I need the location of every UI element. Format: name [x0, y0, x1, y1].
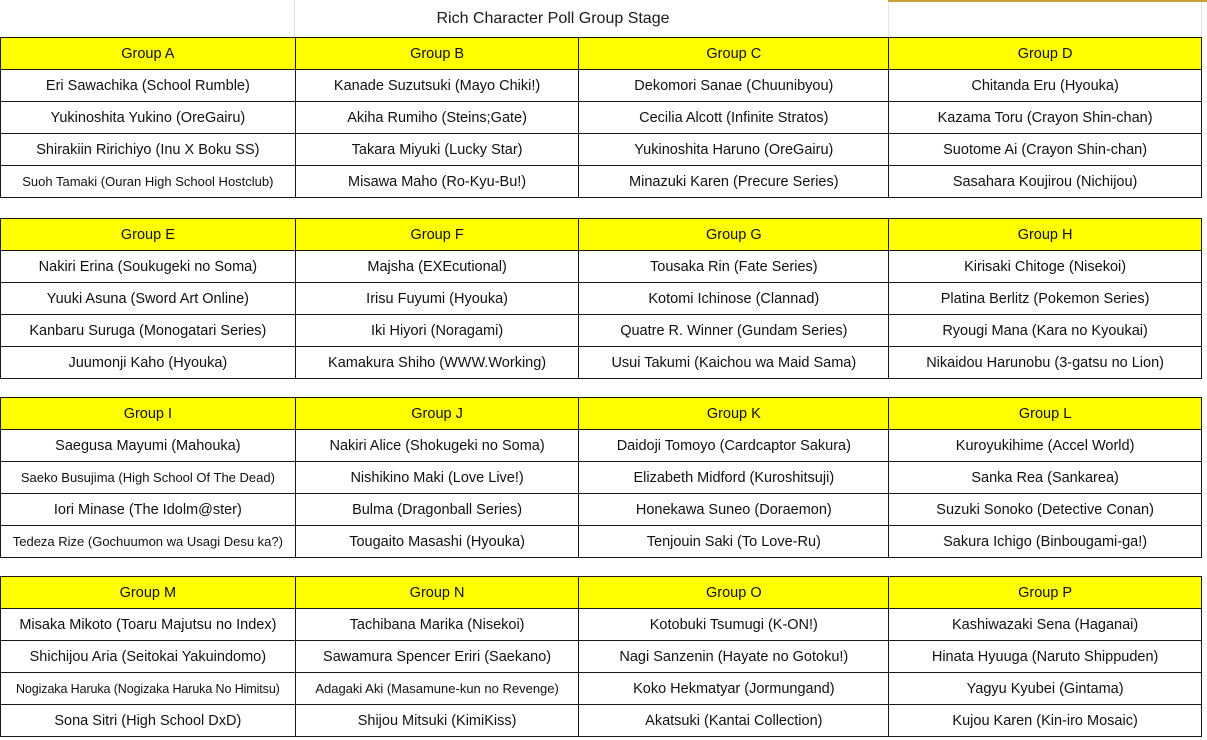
table-cell[interactable]: Yukinoshita Yukino (OreGairu) — [1, 102, 296, 134]
group-a-header[interactable]: Group A — [1, 38, 296, 70]
table-cell[interactable]: Akatsuki (Kantai Collection) — [579, 705, 889, 737]
table-cell[interactable]: Saeko Busujima (High School Of The Dead) — [1, 462, 296, 494]
group-m-header[interactable]: Group M — [1, 577, 296, 609]
table-cell[interactable]: Tougaito Masashi (Hyouka) — [295, 526, 579, 558]
table-cell[interactable]: Misawa Maho (Ro-Kyu-Bu!) — [295, 166, 579, 198]
table-row — [1, 70, 1202, 102]
table-cell[interactable]: Eri Sawachika (School Rumble) — [1, 70, 296, 102]
group-g-header[interactable]: Group G — [579, 219, 889, 251]
table-cell[interactable]: Kotomi Ichinose (Clannad) — [579, 283, 889, 315]
table-cell[interactable]: Nagi Sanzenin (Hayate no Gotoku!) — [579, 641, 889, 673]
table-cell[interactable]: Shichijou Aria (Seitokai Yakuindomo) — [1, 641, 296, 673]
table-cell[interactable]: Iori Minase (The Idolm@ster) — [1, 494, 296, 526]
table-cell[interactable]: Elizabeth Midford (Kuroshitsuji) — [579, 462, 889, 494]
table-cell[interactable]: Nishikino Maki (Love Live!) — [295, 462, 579, 494]
page-title[interactable]: Rich Character Poll Group Stage — [436, 10, 670, 27]
group-h-header[interactable]: Group H — [889, 219, 1202, 251]
table-cell[interactable]: Dekomori Sanae (Chuunibyou) — [579, 70, 889, 102]
table-cell[interactable]: Honekawa Suneo (Doraemon) — [579, 494, 889, 526]
table-cell[interactable]: Iki Hiyori (Noragami) — [295, 315, 579, 347]
table-cell[interactable]: Kuroyukihime (Accel World) — [889, 430, 1202, 462]
table-cell[interactable]: Kirisaki Chitoge (Nisekoi) — [889, 251, 1202, 283]
table-row — [1, 673, 1202, 705]
table-cell[interactable]: Daidoji Tomoyo (Cardcaptor Sakura) — [579, 430, 889, 462]
table-row — [1, 641, 1202, 673]
table-cell[interactable]: Juumonji Kaho (Hyouka) — [1, 347, 296, 379]
group-block-3 — [0, 397, 1202, 558]
table-cell[interactable]: Nikaidou Harunobu (3-gatsu no Lion) — [889, 347, 1202, 379]
table-cell[interactable]: Bulma (Dragonball Series) — [295, 494, 579, 526]
table-cell[interactable]: Sanka Rea (Sankarea) — [889, 462, 1202, 494]
table-cell[interactable]: Ryougi Mana (Kara no Kyoukai) — [889, 315, 1202, 347]
table-row — [1, 494, 1202, 526]
table-cell[interactable]: Tousaka Rin (Fate Series) — [579, 251, 889, 283]
table-cell[interactable]: Tachibana Marika (Nisekoi) — [295, 609, 579, 641]
table-cell[interactable]: Misaka Mikoto (Toaru Majutsu no Index) — [1, 609, 296, 641]
title-row — [0, 0, 1207, 37]
group-j-header[interactable]: Group J — [295, 398, 579, 430]
table-cell[interactable]: Usui Takumi (Kaichou wa Maid Sama) — [579, 347, 889, 379]
table-cell[interactable]: Majsha (EXEcutional) — [295, 251, 579, 283]
table-cell[interactable]: Yagyu Kyubei (Gintama) — [889, 673, 1202, 705]
group-n-header[interactable]: Group N — [295, 577, 579, 609]
table-cell[interactable]: Suotome Ai (Crayon Shin-chan) — [889, 134, 1202, 166]
group-header-row — [1, 577, 1202, 609]
table-cell[interactable]: Shijou Mitsuki (KimiKiss) — [295, 705, 579, 737]
group-header-row — [1, 398, 1202, 430]
table-cell[interactable]: Platina Berlitz (Pokemon Series) — [889, 283, 1202, 315]
table-cell[interactable]: Sakura Ichigo (Binbougami-ga!) — [889, 526, 1202, 558]
table-row — [1, 609, 1202, 641]
table-cell[interactable]: Yuuki Asuna (Sword Art Online) — [1, 283, 296, 315]
table-cell[interactable]: Nakiri Alice (Shokugeki no Soma) — [295, 430, 579, 462]
table-row — [1, 526, 1202, 558]
group-l-header[interactable]: Group L — [889, 398, 1202, 430]
table-cell[interactable]: Tenjouin Saki (To Love-Ru) — [579, 526, 889, 558]
table-cell[interactable]: Hinata Hyuuga (Naruto Shippuden) — [889, 641, 1202, 673]
group-block-4 — [0, 576, 1202, 737]
selected-cell-border — [888, 0, 1207, 2]
group-f-header[interactable]: Group F — [295, 219, 579, 251]
table-cell[interactable]: Suoh Tamaki (Ouran High School Hostclub) — [1, 166, 296, 198]
table-cell[interactable]: Kanbaru Suruga (Monogatari Series) — [1, 315, 296, 347]
table-cell[interactable]: Quatre R. Winner (Gundam Series) — [579, 315, 889, 347]
table-cell[interactable]: Nakiri Erina (Soukugeki no Soma) — [1, 251, 296, 283]
table-cell[interactable]: Cecilia Alcott (Infinite Stratos) — [579, 102, 889, 134]
table-row — [1, 315, 1202, 347]
table-cell[interactable]: Sawamura Spencer Eriri (Saekano) — [295, 641, 579, 673]
table-row — [1, 705, 1202, 737]
gridline — [1201, 0, 1202, 37]
table-cell[interactable]: Kujou Karen (Kin-iro Mosaic) — [889, 705, 1202, 737]
table-cell[interactable]: Shirakiin Ririchiyo (Inu X Boku SS) — [1, 134, 296, 166]
table-row — [1, 251, 1202, 283]
table-cell[interactable]: Tedeza Rize (Gochuumon wa Usagi Desu ka?) — [1, 526, 296, 558]
table-row — [1, 102, 1202, 134]
group-p-header[interactable]: Group P — [889, 577, 1202, 609]
table-cell[interactable]: Chitanda Eru (Hyouka) — [889, 70, 1202, 102]
group-d-header[interactable]: Group D — [889, 38, 1202, 70]
table-cell[interactable]: Adagaki Aki (Masamune-kun no Revenge) — [295, 673, 579, 705]
table-cell[interactable]: Nogizaka Haruka (Nogizaka Haruka No Himitsu) — [1, 673, 296, 705]
group-block-1 — [0, 37, 1202, 198]
table-cell[interactable]: Kanade Suzutsuki (Mayo Chiki!) — [295, 70, 579, 102]
table-cell[interactable]: Suzuki Sonoko (Detective Conan) — [889, 494, 1202, 526]
table-cell[interactable]: Saegusa Mayumi (Mahouka) — [1, 430, 296, 462]
table-row — [1, 166, 1202, 198]
group-header-row — [1, 219, 1202, 251]
table-cell[interactable]: Irisu Fuyumi (Hyouka) — [295, 283, 579, 315]
group-i-header[interactable]: Group I — [1, 398, 296, 430]
group-k-header[interactable]: Group K — [579, 398, 889, 430]
table-cell[interactable]: Kotobuki Tsumugi (K-ON!) — [579, 609, 889, 641]
table-cell[interactable]: Akiha Rumiho (Steins;Gate) — [295, 102, 579, 134]
table-cell[interactable]: Sona Sitri (High School DxD) — [1, 705, 296, 737]
group-b-header[interactable]: Group B — [295, 38, 579, 70]
group-e-header[interactable]: Group E — [1, 219, 296, 251]
table-cell[interactable]: Minazuki Karen (Precure Series) — [579, 166, 889, 198]
group-c-header[interactable]: Group C — [579, 38, 889, 70]
group-block-2 — [0, 218, 1202, 379]
table-cell[interactable]: Kazama Toru (Crayon Shin-chan) — [889, 102, 1202, 134]
table-cell[interactable]: Kashiwazaki Sena (Haganai) — [889, 609, 1202, 641]
table-row — [1, 430, 1202, 462]
table-cell[interactable]: Kamakura Shiho (WWW.Working) — [295, 347, 579, 379]
table-row — [1, 134, 1202, 166]
group-o-header[interactable]: Group O — [579, 577, 889, 609]
table-row — [1, 347, 1202, 379]
group-header-row — [1, 38, 1202, 70]
table-row — [1, 462, 1202, 494]
table-row — [1, 283, 1202, 315]
table-cell[interactable]: Koko Hekmatyar (Jormungand) — [579, 673, 889, 705]
table-cell[interactable]: Yukinoshita Haruno (OreGairu) — [579, 134, 889, 166]
table-cell[interactable]: Takara Miyuki (Lucky Star) — [295, 134, 579, 166]
gridline — [888, 0, 889, 37]
table-cell[interactable]: Sasahara Koujirou (Nichijou) — [889, 166, 1202, 198]
